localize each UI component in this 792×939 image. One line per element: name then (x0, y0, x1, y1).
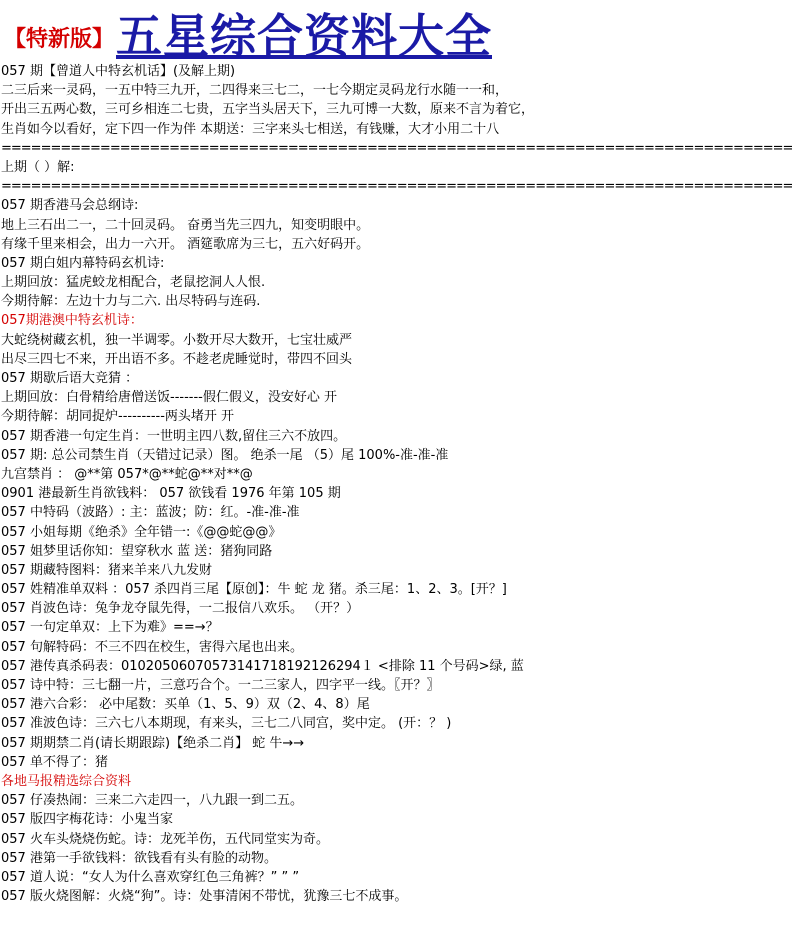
text-line: 057 期白姐内幕特码玄机诗: (1, 255, 165, 271)
text-line: 057 期藏特图料：猪来羊来八九发财 (1, 562, 212, 578)
text-line: 九宫禁肖 ： @**第 057*@**蛇@**对**@ (1, 466, 253, 482)
text-line: 057 姐梦里话你知：望穿秋水 蓝 送：猪狗同路 (1, 543, 273, 559)
text-line: 057 中特码（波路）: 主：蓝波；防：红。-准-准-准 (1, 505, 300, 521)
text-line: 出尽三四七不来，开出语不多。不趁老虎睡觉时，带四不回头 (1, 351, 353, 367)
text-line: 各地马报精选综合资料 (1, 773, 132, 789)
text-line: 057 期歇后语大竞猜 ： (1, 371, 139, 386)
text-line: 057 仔凑热闹：三来二六走四一，八九跟一到二五。 (1, 793, 303, 809)
content-body (0, 62, 792, 906)
separator-line: ================================================================================ (1, 179, 792, 195)
text-line: 上期回放：猛虎蛟龙相配合，老鼠挖洞人人恨. (1, 275, 266, 291)
text-line: 057 小姐每期《绝杀》全年错一:《@@蛇@@》 (1, 524, 282, 540)
text-line: 057 港传真杀码表：01020506070573141718192126294１ <排除 11 个号码>绿, 蓝 (1, 658, 524, 674)
text-line: 有缘千里来相会，出力一六开。 酒筵歌席为三七，五六好码开。 (1, 236, 370, 252)
text-line: 057 版四字梅花诗：小鬼当家 (1, 812, 173, 828)
text-line: 地上三石出二一，二十回灵码。 奋勇当先三四九，知变明眼中。 (1, 217, 370, 233)
text-line: 057 姓精准单双料 ：057 杀四肖三尾【原创】：牛 蛇 龙 猪。杀三尾：1、2、3。[开？] (1, 582, 507, 598)
text-line: 057 准波色诗：三六七八本期现，有来头，三七二八同宫，奖中定。 (开：？ ) (1, 716, 452, 732)
text-line: 057 期: 总公司禁生肖（天错过记录）图。 绝杀一尾 （5）尾 100%-准-准-准 (1, 447, 449, 463)
text-line: 今期待解：左边十力与二六. 出尽特码与连码. (1, 294, 261, 310)
text-line: 今期待解：胡同捉炉----------两头堵开 开 (1, 409, 235, 425)
text-line: 二三后来一灵码，一五中特三九开，二四得来三七二，一七今期定灵码龙行水随一一和， (1, 83, 509, 99)
text-line: 057 期【曾道人中特玄机话】(及解上期) (1, 64, 236, 79)
text-line: 057 单不得了：猪 (1, 754, 108, 770)
text-line: 生肖如今以看好，定下四一作为伴 本期送：三字来头七相送，有钱赚，大才小用二十八 (1, 121, 500, 137)
text-line: 057 版火烧图解：火烧“狗”。诗：处事清闲不带忧，犹豫三七不成事。 (1, 889, 408, 905)
separator-line: ================================================================================ (1, 140, 792, 156)
text-line: 057 道人说：“女人为什么喜欢穿红色三角裤？” ” ” (1, 869, 300, 885)
text-line: 057 期香港马会总纲诗: (1, 198, 139, 214)
text-line: 开出三五两心数，三可乡相连二七贵，五字当头居天下，三九可博一大数，原来不言为着它， (1, 102, 535, 118)
page-title: 五星综合资料大全 (116, 9, 492, 63)
header (0, 0, 667, 63)
text-line: 057 肖波色诗：兔争龙夺鼠先得，一二报信八欢乐。 （开？） (1, 601, 360, 617)
text-line: 大蛇绕树藏玄机，独一半调零。小数开尽大数开，七宝壮威严 (1, 332, 353, 348)
text-line: 057 诗中特：三七翻一片，三意巧合个。一二三家人，四字平一线。〖开？〗 (1, 678, 440, 693)
text-line: 057 港第一手欲钱料：欲钱看有头有脸的动物。 (1, 850, 277, 866)
text-line: 057 火车头烧烧伤蛇。诗：龙死羊伤，五代同堂实为奇。 (1, 831, 329, 847)
text-line: 上期回放：白骨精给唐僧送饭-------假仁假义，没安好心 开 (1, 390, 337, 406)
text-line: 057 句解特码：不三不四在校生，害得六尾也出来。 (1, 639, 303, 655)
text-line: 0901 港最新生肖欲钱料： 057 欲钱看 1976 年第 105 期 (1, 486, 341, 502)
text-line: 057 期香港一句定生肖：一世明主四八数,留住三六不放四。 (1, 428, 347, 444)
edition-badge: 【特新版】 (4, 27, 115, 52)
text-line: 057 期期禁二肖(请长期跟踪)【绝杀二肖】 蛇 牛→→ (1, 735, 305, 751)
text-line: 上期（ ）解: (1, 159, 75, 175)
text-line: 057期港澳中特玄机诗： (1, 313, 143, 329)
text-line: 057 一句定单双：上下为难》==→？ (1, 620, 219, 636)
text-line: 057 港六合彩： 必中尾数：买单（1、5、9）双（2、4、8）尾 (1, 697, 370, 713)
